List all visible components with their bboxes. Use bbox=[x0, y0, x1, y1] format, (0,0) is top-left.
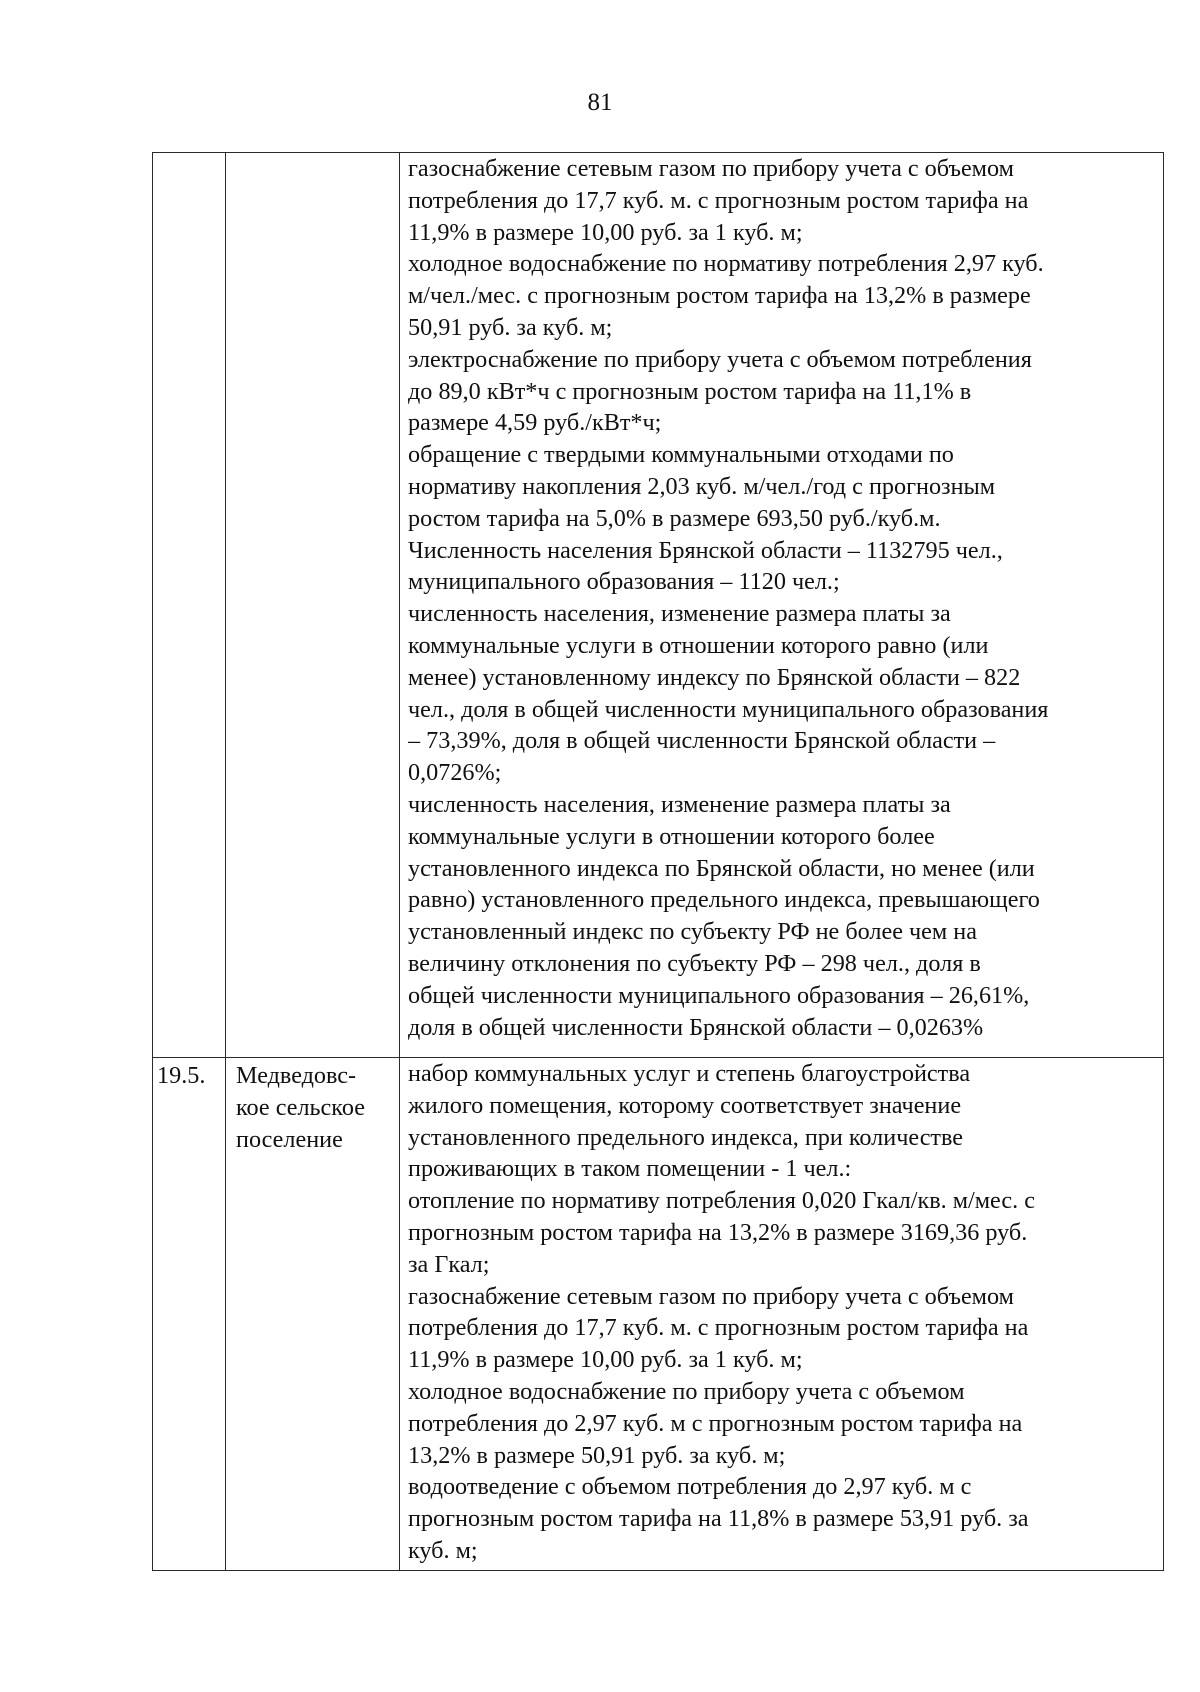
text-line: проживающих в таком помещении - 1 чел.: bbox=[408, 1155, 852, 1183]
text-line: газоснабжение сетевым газом по прибору учета с объемом bbox=[408, 1282, 1014, 1310]
text-line: электроснабжение по прибору учета с объемом потребления bbox=[408, 345, 1032, 373]
text-line: водоотведение с объемом потребления до 2,97 куб. м с bbox=[408, 1473, 972, 1501]
settlement-name-cell bbox=[226, 153, 400, 1058]
text-line: муниципального образования – 1120 чел.; bbox=[408, 568, 840, 596]
text-line: размере 4,59 руб./кВт*ч; bbox=[408, 409, 662, 437]
text-line: чел., доля в общей численности муниципального образования bbox=[408, 695, 1049, 723]
text-line: кое сельское bbox=[236, 1093, 365, 1121]
text-line: отопление по нормативу потребления 0,020 Гкал/кв. м/мес. с bbox=[408, 1187, 1035, 1215]
row-number bbox=[153, 153, 225, 155]
text-line: коммунальные услуги в отношении которого равно (или bbox=[408, 631, 989, 659]
text-line: жилого помещения, которому соответствует значение bbox=[408, 1091, 962, 1119]
text-line: установленного индекса по Брянской области, но менее (или bbox=[408, 854, 1035, 882]
text-line: 11,9% в размере 10,00 руб. за 1 куб. м; bbox=[408, 218, 803, 246]
text-line: газоснабжение сетевым газом по прибору учета с объемом bbox=[408, 155, 1014, 182]
tariff-table bbox=[152, 152, 1164, 1571]
text-line: набор коммунальных услуг и степень благоустройства bbox=[408, 1060, 971, 1087]
text-line: поселение bbox=[236, 1125, 343, 1153]
text-line: установленного предельного индекса, при количестве bbox=[408, 1123, 964, 1151]
text-line: 13,2% в размере 50,91 руб. за куб. м; bbox=[408, 1441, 786, 1469]
text-line: общей численности муниципального образования – 26,61%, bbox=[408, 981, 1030, 1009]
text-line: Медведовс- bbox=[236, 1062, 357, 1089]
row-number: 19.5. bbox=[157, 1062, 206, 1089]
text-line: 0,0726%; bbox=[408, 759, 502, 787]
page-number: 81 bbox=[587, 89, 613, 116]
text-line: куб. м; bbox=[408, 1536, 478, 1564]
text-line: потребления до 2,97 куб. м с прогнозным ростом тарифа на bbox=[408, 1409, 1023, 1437]
text-line: нормативу накопления 2,03 куб. м/чел./год с прогнозным bbox=[408, 472, 996, 500]
text-line: коммунальные услуги в отношении которого более bbox=[408, 822, 935, 850]
text-line: прогнозным ростом тарифа на 13,2% в размере 3169,36 руб. bbox=[408, 1218, 1028, 1246]
text-line: численность населения, изменение размера платы за bbox=[408, 790, 951, 818]
text-line: прогнозным ростом тарифа на 11,8% в размере 53,91 руб. за bbox=[408, 1505, 1029, 1533]
table-row bbox=[153, 1058, 1164, 1571]
row-number-cell bbox=[153, 153, 226, 1058]
text-line: холодное водоснабжение по нормативу потребления 2,97 куб. bbox=[408, 250, 1044, 278]
text-line: 11,9% в размере 10,00 руб. за 1 куб. м; bbox=[408, 1346, 803, 1374]
text-line: за Гкал; bbox=[408, 1250, 490, 1278]
text-line: равно) установленного предельного индекса, превышающего bbox=[408, 886, 1040, 914]
description-cell bbox=[400, 1058, 1164, 1571]
text-line: численность населения, изменение размера платы за bbox=[408, 600, 951, 628]
text-line: ростом тарифа на 5,0% в размере 693,50 руб./куб.м. bbox=[408, 504, 941, 532]
row-number-cell bbox=[153, 1058, 226, 1571]
text-line: менее) установленному индексу по Брянской области – 822 bbox=[408, 663, 1021, 691]
text-line: обращение с твердыми коммунальными отходами по bbox=[408, 441, 954, 469]
description-cell bbox=[400, 153, 1164, 1058]
text-line: холодное водоснабжение по прибору учета с объемом bbox=[408, 1377, 965, 1405]
description-text bbox=[400, 153, 1163, 1043]
text-line: потребления до 17,7 куб. м. с прогнозным ростом тарифа на bbox=[408, 1314, 1029, 1342]
text-line: потребления до 17,7 куб. м. с прогнозным ростом тарифа на bbox=[408, 186, 1029, 214]
settlement-name bbox=[226, 153, 399, 155]
text-line: установленный индекс по субъекту РФ не более чем на bbox=[408, 918, 977, 946]
settlement-name bbox=[226, 1058, 399, 1155]
description-text bbox=[400, 1058, 1163, 1567]
text-line: м/чел./мес. с прогнозным ростом тарифа на 13,2% в размере bbox=[408, 282, 1031, 310]
settlement-name-cell bbox=[226, 1058, 400, 1571]
text-line: 50,91 руб. за куб. м; bbox=[408, 313, 613, 341]
text-line: – 73,39%, доля в общей численности Брянской области – bbox=[408, 727, 996, 755]
text-line: величину отклонения по субъекту РФ – 298 чел., доля в bbox=[408, 949, 981, 977]
table-row bbox=[153, 153, 1164, 1058]
text-line: доля в общей численности Брянской области – 0,0263% bbox=[408, 1013, 984, 1041]
text-line: до 89,0 кВт*ч с прогнозным ростом тарифа на 11,1% в bbox=[408, 377, 972, 405]
text-line: Численность населения Брянской области – 1132795 чел., bbox=[408, 536, 1003, 564]
